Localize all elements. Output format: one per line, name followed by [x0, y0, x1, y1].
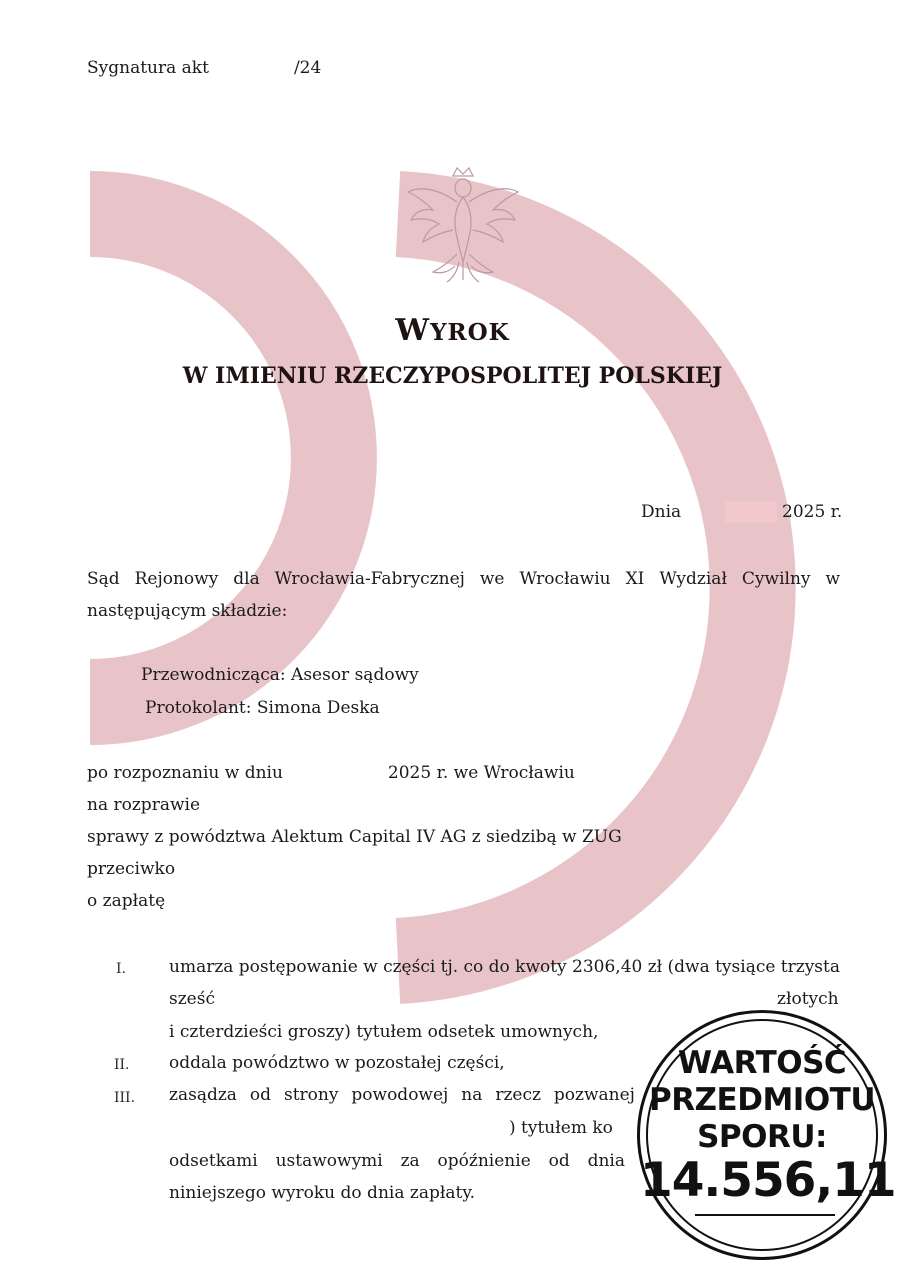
item-number: II. — [114, 1057, 130, 1073]
item-1-line-1: umarza postępowanie w części tj. co do kwoty 2306,40 zł (dwa tysiące trzysta — [169, 957, 840, 977]
stamp-line-2: PRZEDMIOTU — [648, 1082, 876, 1118]
case-signature — [87, 57, 321, 79]
item-2-line-1: oddala powództwo w pozostałej części, — [169, 1053, 505, 1073]
case-signature-label: Sygnatura akt — [87, 58, 209, 78]
item-3-line-1: zasądza od strony powodowej na rzecz pozwanej — [169, 1085, 635, 1105]
court-line-1: Sąd Rejonowy dla Wrocławia-Fabrycznej we Wrocławiu XI Wydział Cywilny w — [87, 569, 840, 589]
stamp-value: 14.556,11 — [640, 1153, 896, 1208]
judgment-date-suffix: 2025 r. — [782, 502, 843, 522]
composition-chair: Przewodnicząca: Asesor sądowy — [141, 665, 419, 685]
stamp-underline — [695, 1214, 835, 1216]
redacted-date — [725, 502, 777, 522]
proceedings-line-5: o zapłatę — [87, 891, 166, 911]
judgment-date-prefix: Dnia — [641, 502, 682, 522]
stamp-line-3: SPORU: — [697, 1119, 827, 1155]
case-signature-suffix: /24 — [293, 58, 322, 78]
item-1-line-3: i czterdzieści groszy) tytułem odsetek umownych, — [169, 1022, 599, 1042]
proceedings-line-1: po rozpoznaniu w dniu 2025 r. we Wrocławiu — [87, 763, 575, 783]
composition-clerk: Protokolant: Simona Deska — [145, 698, 380, 718]
proceedings-line-4: przeciwko — [87, 859, 176, 879]
item-3-line-4: niniejszego wyroku do dnia zapłaty. — [169, 1183, 476, 1203]
stamp-line-1: WARTOŚĆ — [677, 1045, 847, 1081]
proceedings-line-3: sprawy z powództwa Alektum Capital IV AG z siedzibą w ZUG — [87, 827, 622, 847]
court-line-2: następującym składzie: — [87, 601, 288, 621]
polish-eagle-emblem-icon — [403, 162, 523, 287]
item-1-line-2-right: złotych — [777, 989, 839, 1009]
dispute-value-stamp — [637, 1010, 896, 1260]
item-3-line-2: ) tytułem ko — [509, 1118, 613, 1138]
item-number: I. — [116, 961, 126, 977]
proceedings-line-2: na rozprawie — [87, 795, 200, 815]
judgment-title: WYROK — [395, 313, 510, 348]
item-number: III. — [114, 1090, 136, 1106]
judgment-subtitle: W IMIENIU RZECZYPOSPOLITEJ POLSKIEJ — [182, 363, 723, 389]
item-3-line-3: odsetkami ustawowymi za opóźnienie od dnia — [169, 1151, 625, 1171]
item-1-line-2-left: sześć — [169, 989, 215, 1009]
